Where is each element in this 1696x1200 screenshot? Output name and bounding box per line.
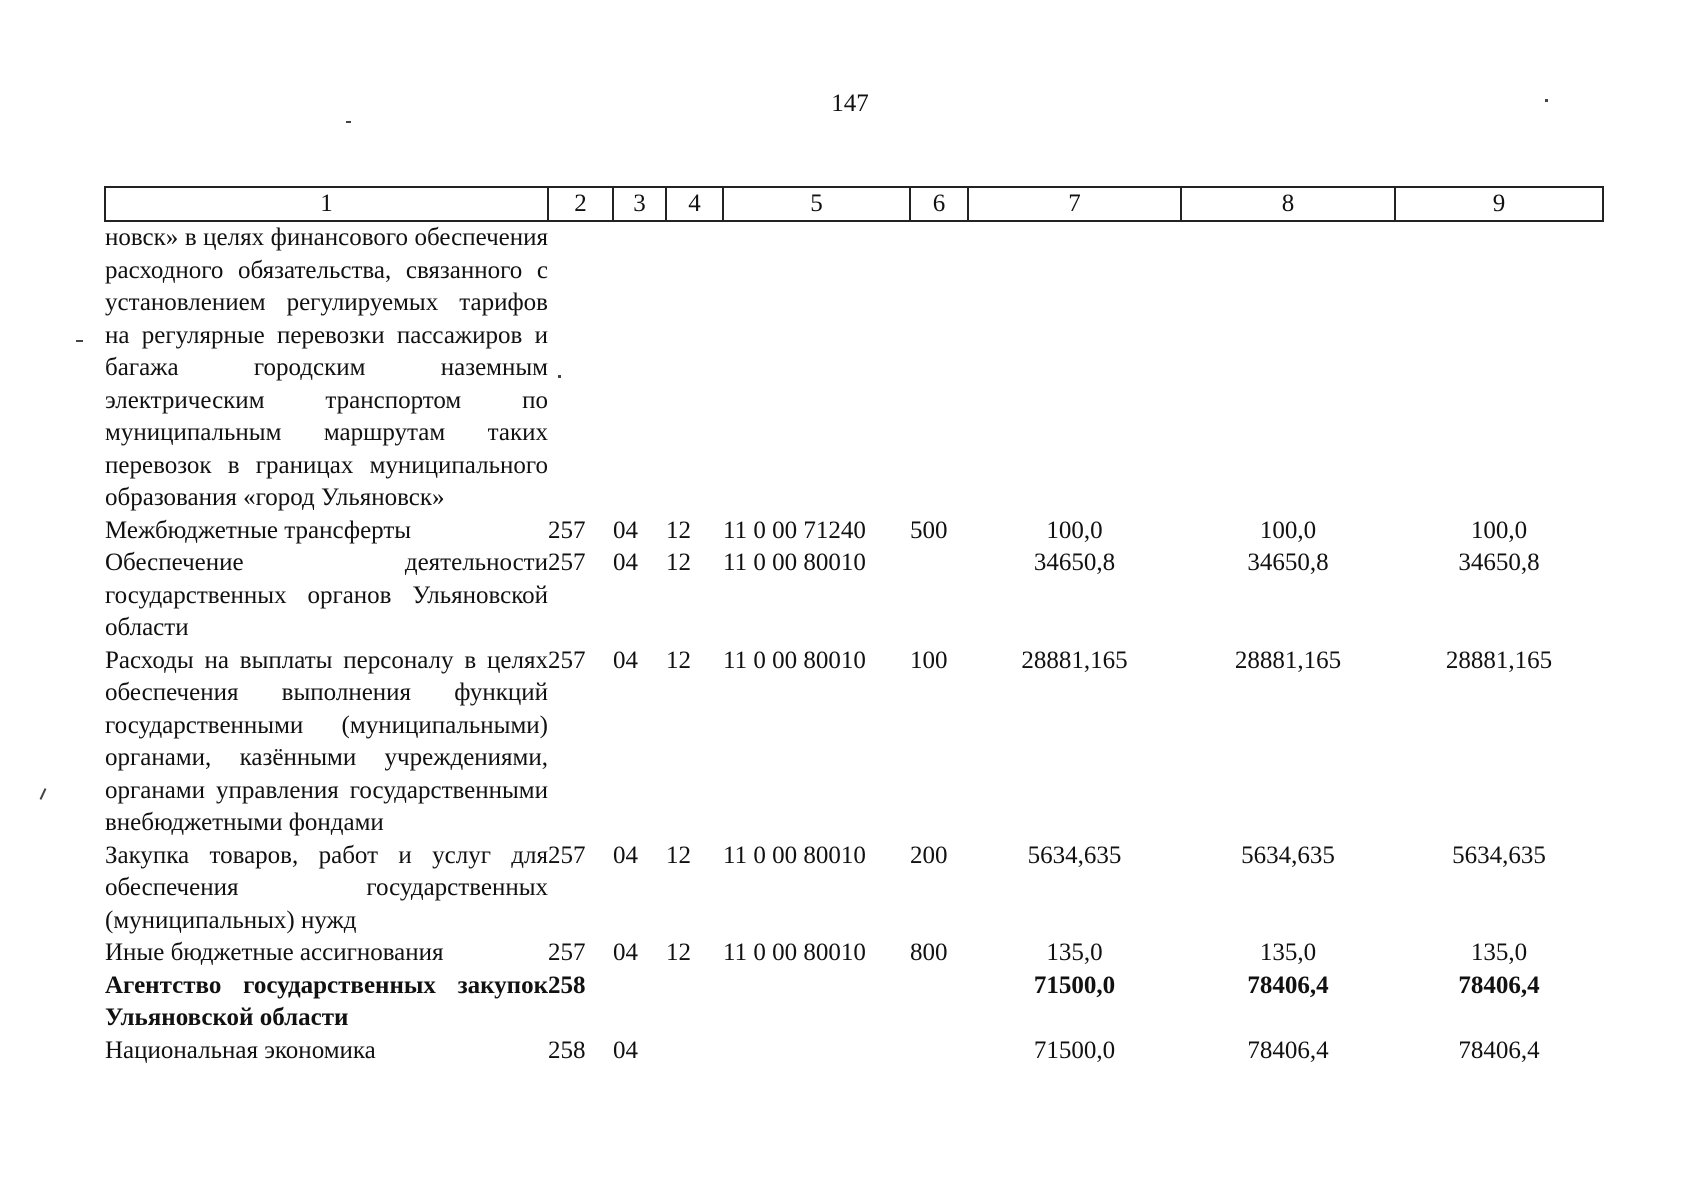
scan-speck [76, 340, 83, 342]
column-header: 9 [1395, 187, 1603, 221]
table-row [105, 1035, 1603, 1068]
column-number-header [105, 187, 1603, 221]
table-row [105, 515, 1603, 548]
code-subsection: 12 [666, 516, 691, 544]
amount-col-7: 34650,8 [1033, 549, 1116, 576]
code-section: 04 [613, 939, 638, 966]
code-admin [548, 221, 613, 515]
code-expense-type [910, 970, 968, 1035]
code-target-item: 11 0 00 80010 [723, 841, 866, 869]
code-admin: 257 [548, 549, 586, 576]
code-admin: 257 [548, 939, 586, 966]
row-name: Закупка товаров, работ и услуг для обеспечения государственных (муниципальных) нужд [105, 841, 548, 934]
code-expense-type: 200 [910, 841, 948, 869]
code-subsection [666, 221, 723, 515]
code-admin: 257 [548, 516, 586, 544]
code-target-item [723, 1035, 910, 1068]
code-subsection: 12 [666, 939, 691, 966]
scan-speck [40, 788, 47, 800]
row-name: Расходы на выплаты персоналу в целях обеспечения выполнения функций государственными (муниципальными) органами, казёнными учреждениями, органами управления государственными внебюджетными фондами [105, 646, 548, 836]
budget-table [104, 186, 1604, 1067]
column-header: 3 [613, 187, 666, 221]
code-admin: 257 [548, 841, 586, 869]
amount-col-9: 28881,165 [1445, 646, 1553, 674]
code-admin: 257 [548, 646, 586, 674]
code-expense-type [910, 221, 968, 515]
code-section: 04 [613, 646, 638, 674]
code-section: 04 [613, 516, 638, 544]
code-expense-type: 100 [910, 646, 948, 674]
amount-col-9: 78406,4 [1458, 971, 1540, 999]
code-subsection [666, 1035, 723, 1068]
row-name: Межбюджетные трансферты [105, 516, 412, 544]
column-header: 1 [105, 187, 548, 221]
amount-col-8: 5634,635 [1241, 841, 1335, 869]
table-row [105, 970, 1603, 1035]
row-name: Национальная экономика [105, 1036, 376, 1064]
amount-col-8: 78406,4 [1247, 1036, 1329, 1064]
column-header: 8 [1181, 187, 1395, 221]
code-target-item: 11 0 00 80010 [723, 939, 866, 966]
amount-col-7 [968, 221, 1181, 515]
column-header: 4 [666, 187, 723, 221]
code-subsection [666, 970, 723, 1035]
code-expense-type: 500 [910, 516, 948, 544]
table-row [105, 937, 1603, 970]
code-target-item [723, 221, 910, 515]
amount-col-9: 78406,4 [1458, 1036, 1540, 1064]
table-body [105, 221, 1603, 1067]
amount-col-9 [1395, 221, 1603, 515]
column-header: 5 [723, 187, 910, 221]
amount-col-7: 71500,0 [1033, 1036, 1116, 1064]
code-section [613, 970, 666, 1035]
code-section: 04 [613, 549, 638, 576]
table-row [105, 645, 1603, 840]
code-admin: 258 [548, 1036, 586, 1064]
code-expense-type [910, 547, 968, 645]
amount-col-8: 34650,8 [1247, 549, 1329, 576]
code-section: 04 [613, 1036, 638, 1064]
amount-col-7: 5634,635 [1027, 841, 1122, 869]
amount-col-9: 5634,635 [1452, 841, 1546, 869]
code-target-item: 11 0 00 80010 [723, 549, 866, 576]
table-row [105, 840, 1603, 938]
column-header: 7 [968, 187, 1181, 221]
table-row [105, 221, 1603, 515]
row-name: Иные бюджетные ассигнования [105, 939, 444, 966]
amount-col-8: 135,0 [1259, 939, 1317, 966]
code-expense-type [910, 1035, 968, 1068]
scan-speck [1545, 99, 1548, 102]
code-subsection: 12 [666, 549, 691, 576]
amount-col-8 [1181, 221, 1395, 515]
amount-col-7: 135,0 [1046, 939, 1103, 966]
amount-col-7: 100,0 [1046, 516, 1103, 544]
amount-col-9: 34650,8 [1458, 549, 1540, 576]
row-name: Обеспечение деятельности государственных органов Ульяновской области [105, 549, 548, 641]
row-name: новск» в целях финансового обеспечения расходного обязательства, связанного с установлением регулируемых тарифов на регулярные перевозки пассажиров и багажа городским наземным электрическим транспортом по муниципальным маршрутам таких перевозок в границах муниципального образования «город Ульяновск» [105, 224, 548, 511]
amount-col-8: 28881,165 [1234, 646, 1342, 674]
scan-speck [346, 121, 351, 123]
code-section: 04 [613, 841, 638, 869]
code-target-item: 11 0 00 80010 [723, 646, 866, 674]
amount-col-7: 71500,0 [1033, 971, 1116, 999]
code-subsection: 12 [666, 646, 691, 674]
code-target-item: 11 0 00 71240 [723, 516, 866, 544]
code-target-item [723, 970, 910, 1035]
code-admin: 258 [548, 971, 586, 999]
column-header: 6 [910, 187, 968, 221]
code-subsection: 12 [666, 841, 691, 869]
amount-col-7: 28881,165 [1021, 646, 1128, 674]
amount-col-9: 100,0 [1470, 516, 1528, 544]
row-name: Агентство государственных закупок Ульяновской области [105, 971, 548, 1031]
code-expense-type: 800 [910, 939, 948, 966]
table-row [105, 547, 1603, 645]
column-header: 2 [548, 187, 613, 221]
code-section [613, 221, 666, 515]
amount-col-8: 78406,4 [1247, 971, 1329, 999]
amount-col-9: 135,0 [1470, 939, 1528, 966]
page-number: 147 [831, 90, 869, 117]
amount-col-8: 100,0 [1259, 516, 1317, 544]
